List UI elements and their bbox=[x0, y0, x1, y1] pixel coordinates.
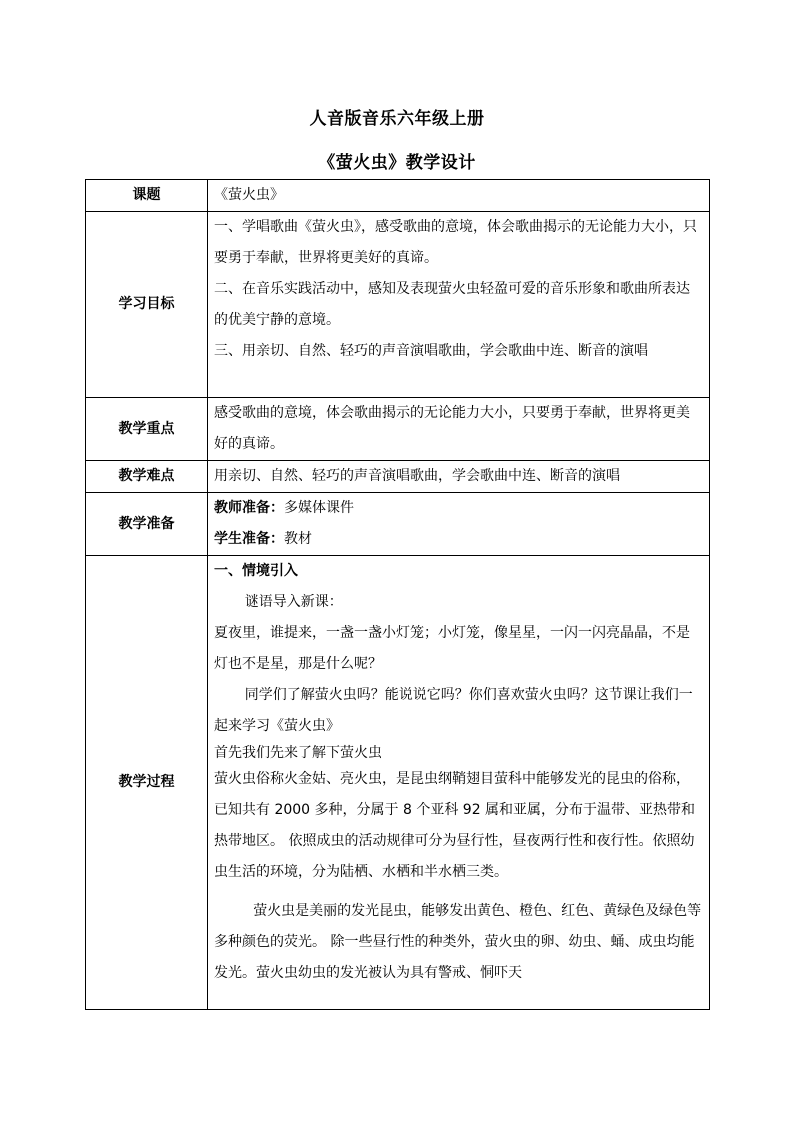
label-key-points: 教学重点 bbox=[86, 398, 208, 461]
row-difficulties bbox=[86, 461, 710, 493]
label-topic: 课题 bbox=[86, 180, 208, 212]
teacher-preparation bbox=[214, 493, 703, 524]
document-title: 人音版音乐六年级上册 bbox=[309, 109, 485, 129]
row-process bbox=[86, 556, 710, 1010]
value-process bbox=[208, 556, 710, 1010]
lesson-plan-table bbox=[85, 179, 710, 1010]
riddle-text: 夏夜里，谁提来，一盏一盏小灯笼；小灯笼，像星星，一闪一闪亮晶晶，不是灯也不是星，那是什么呢？ bbox=[214, 625, 690, 672]
goal-item: 一、学唱歌曲《萤火虫》，感受歌曲的意境，体会歌曲揭示的无论能力大小，只要勇于奉献，世界将更美好的真谛。 bbox=[214, 219, 697, 266]
intro-line: 首先我们先来了解下萤火虫 bbox=[214, 745, 382, 761]
label-preparation: 教学准备 bbox=[86, 493, 208, 556]
student-prep-value: 教材 bbox=[284, 531, 312, 547]
firefly-fact-1: 萤火虫俗称火金姑、亮火虫，是昆虫纲鞘翅目萤科中能够发光的昆虫的俗称，已知共有 2000 多种，分属于 8 个亚科 92 属和亚属，分布于温带、亚热带和热带地区。 依照成虫的活动规律可分为昼行性，昼夜两行性和夜行性。依照幼虫生活的环境，分为陆栖、水栖和半水栖三类。 bbox=[214, 771, 696, 880]
value-goals bbox=[208, 212, 710, 398]
firefly-fact-2: 萤火虫是美丽的发光昆虫，能够发出黄色、橙色、红色、黄绿色及绿色等多种颜色的荧光。 除一些昼行性的种类外，萤火虫的卵、幼虫、蛹、成虫均能发光。萤火虫幼虫的发光被认为具有警戒、恫吓天 bbox=[214, 903, 702, 981]
value-topic: 《萤火虫》 bbox=[208, 180, 710, 212]
goal-item: 二、在音乐实践活动中，感知及表现萤火虫轻盈可爱的音乐形象和歌曲所表达的优美宁静的意境。 bbox=[214, 281, 690, 328]
label-goals: 学习目标 bbox=[86, 212, 208, 398]
row-key-points bbox=[86, 398, 710, 461]
question-text: 同学们了解萤火虫吗？能说说它吗？你们喜欢萤火虫吗？这节课让我们一起来学习《萤火虫》 bbox=[214, 687, 693, 734]
section-heading: 一、情境引入 bbox=[214, 563, 298, 579]
goal-item: 三、用亲切、自然、轻巧的声音演唱歌曲，学会歌曲中连、断音的演唱 bbox=[214, 343, 648, 359]
teacher-prep-value: 多媒体课件 bbox=[284, 500, 354, 516]
row-preparation bbox=[86, 493, 710, 556]
value-difficulties: 用亲切、自然、轻巧的声音演唱歌曲，学会歌曲中连、断音的演唱 bbox=[208, 461, 710, 493]
student-preparation bbox=[214, 524, 703, 555]
value-key-points: 感受歌曲的意境，体会歌曲揭示的无论能力大小，只要勇于奉献，世界将更美好的真谛。 bbox=[208, 398, 710, 461]
label-difficulties: 教学难点 bbox=[86, 461, 208, 493]
paragraph-gap bbox=[214, 888, 703, 896]
label-process: 教学过程 bbox=[86, 556, 208, 1010]
row-topic bbox=[86, 180, 710, 212]
document-subtitle: 《萤火虫》教学设计 bbox=[318, 153, 476, 173]
teacher-prep-label: 教师准备： bbox=[214, 500, 284, 516]
row-goals bbox=[86, 212, 710, 398]
riddle-intro: 谜语导入新课： bbox=[244, 594, 343, 610]
student-prep-label: 学生准备： bbox=[214, 531, 284, 547]
value-preparation bbox=[208, 493, 710, 556]
